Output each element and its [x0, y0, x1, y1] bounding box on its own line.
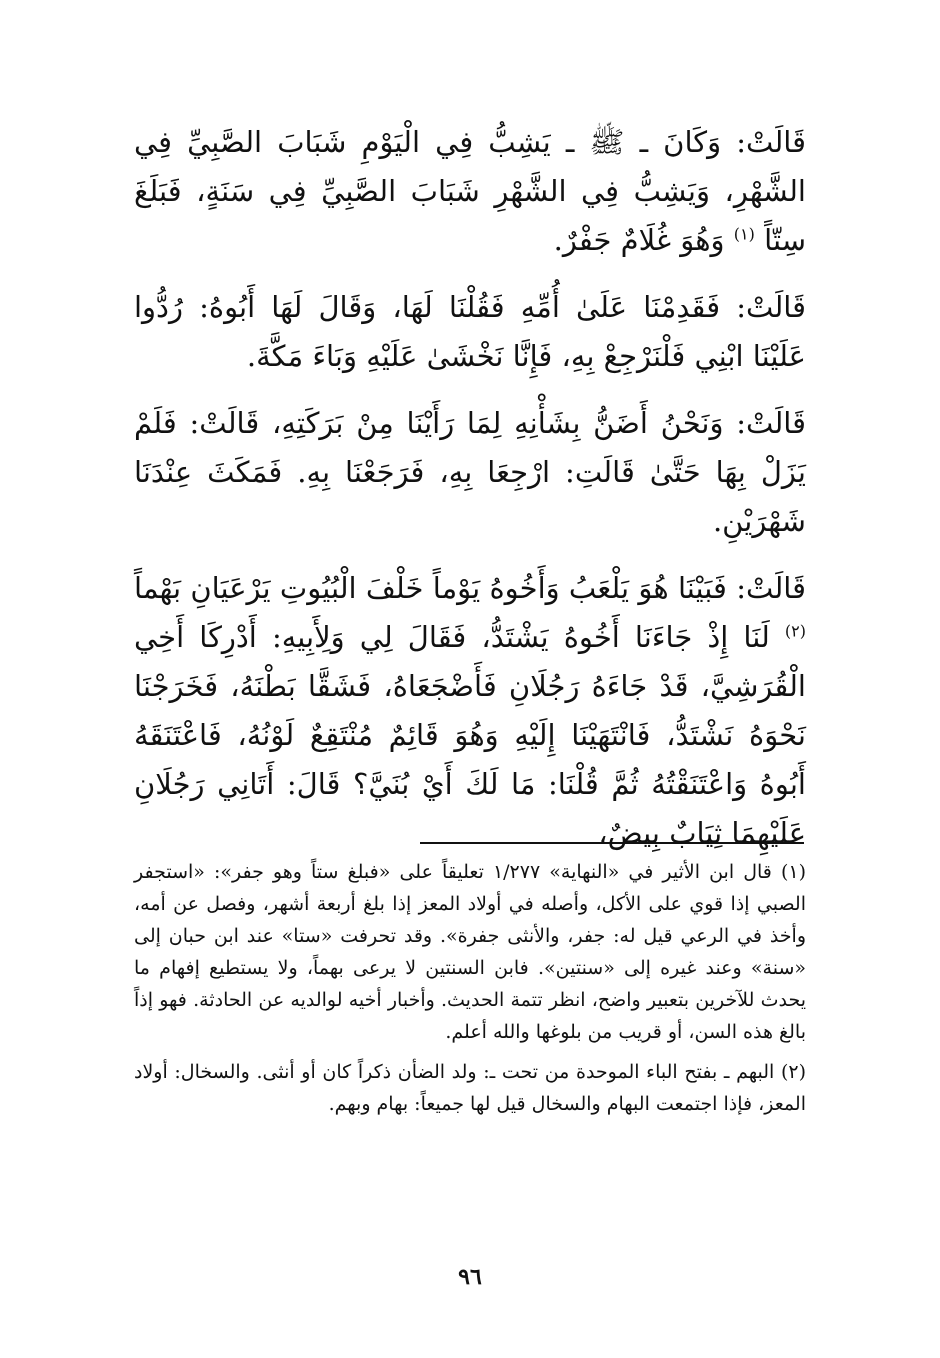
footnotes: [134, 856, 806, 1128]
paragraph-2: [134, 283, 806, 381]
paragraph-2-text: قَالَتْ: فَقَدِمْنَا عَلَىٰ أُمِّهِ فَقُلْنَا لَهَا، وَقَالَ لَهَا أَبُوهُ: رُدُّوا عَلَيْنَا ابْنِي فَلْنَرْجِعْ بِهِ، فَإِنَّا نَخْشَىٰ عَلَيْهِ وَبَاءَ مَكَّةَ.: [134, 290, 806, 373]
page-number: ٩٦: [458, 1264, 482, 1290]
footnote-ref-2: (٢): [784, 621, 806, 641]
footnote-ref-1: (١): [733, 224, 755, 244]
paragraph-1-text: قَالَتْ: وَكَانَ ـ ﷺ ـ يَشِبُّ فِي الْيَوْمِ شَبَابَ الصَّبِيِّ فِي الشَّهْرِ، وَيَشِبُّ فِي الشَّهْرِ شَبَابَ الصَّبِيِّ فِي سَنَةٍ، فَبَلَغَ سِتّاً: [134, 125, 806, 257]
paragraph-3: [134, 399, 806, 546]
paragraph-4-tail: لَنَا إِذْ جَاءَنَا أَخُوهُ يَشْتَدُّ، فَقَالَ لِي وَلِأَبِيهِ: أَدْرِكَا أَخِي الْقُرَشِيَّ، قَدْ جَاءَهُ رَجُلَانِ فَأَضْجَعَاهُ، فَشَقَّا بَطْنَهُ، فَخَرَجْنَا نَحْوَهُ نَشْتَدُّ، فَانْتَهَيْنَا إِلَيْهِ وَهُوَ قَائِمٌ مُنْتَقِعٌ لَوْنُهُ، فَاعْتَنَقَهُ أَبُوهُ وَاعْتَنَقْتُهُ ثُمَّ قُلْنَا: مَا لَكَ أَيْ بُنَيَّ؟ قَالَ: أَتَانِي رَجُلَانِ عَلَيْهِمَا ثِيَابٌ بِيضٌ،: [134, 620, 806, 850]
paragraph-4: [134, 564, 806, 858]
paragraph-1: [134, 118, 806, 265]
paragraph-3-text: قَالَتْ: وَنَحْنُ أَضَنُّ بِشَأْنِهِ لِمَا رَأَيْنَا مِنْ بَرَكَتِهِ، قَالَتْ: فَلَمْ يَزَلْ بِهَا حَتَّىٰ قَالَتِ: ارْجِعَا بِهِ، فَرَجَعْنَا بِهِ. فَمَكَثَ عِنْدَنَا شَهْرَيْنِ.: [134, 406, 806, 538]
footnote-1: (١) قال ابن الأثير في «النهاية» ١/٢٧٧ تعليقاً على «فبلغ ستاً وهو جفر»: «استجفر الصبي إذا قوي على الأكل، وأصله في أولاد المعز إذا بلغ أربعة أشهر، وفصل عن أمه، وأخذ في الرعي قيل له: جفر، والأنثى جفرة». وقد تحرفت «ستا» عند ابن حبان إلى «سنة» وعند غيره إلى «سنتين». فابن السنتين لا يرعى بهماً، ولا يستطيع إفهام ما يحدث للآخرين بتعبير واضح، انظر تتمة الحديث. وأخبار أخيه لوالديه عن الحادثة. فهو إذاً بالغ هذه السن، أو قريب من بلوغها والله أعلم.: [134, 861, 807, 1043]
main-text: [134, 118, 806, 876]
paragraph-4-text: قَالَتْ: فَبَيْنَا هُوَ يَلْعَبُ وَأَخُوهُ يَوْماً خَلْفَ الْبُيُوتِ يَرْعَيَانِ بَهْماً: [134, 571, 806, 605]
footnote-divider: [420, 842, 804, 844]
paragraph-1-tail: وَهُوَ غُلَامٌ جَفْرٌ.: [553, 223, 725, 257]
footnote-2: (٢) البهم ـ بفتح الباء الموحدة من تحت ـ: ولد الضأن ذكراً كان أو أنثى. والسخال: أولاد المعز، فإذا اجتمعت البهام والسخال قيل لها جميعاً: بهام وبهم.: [134, 1061, 806, 1115]
